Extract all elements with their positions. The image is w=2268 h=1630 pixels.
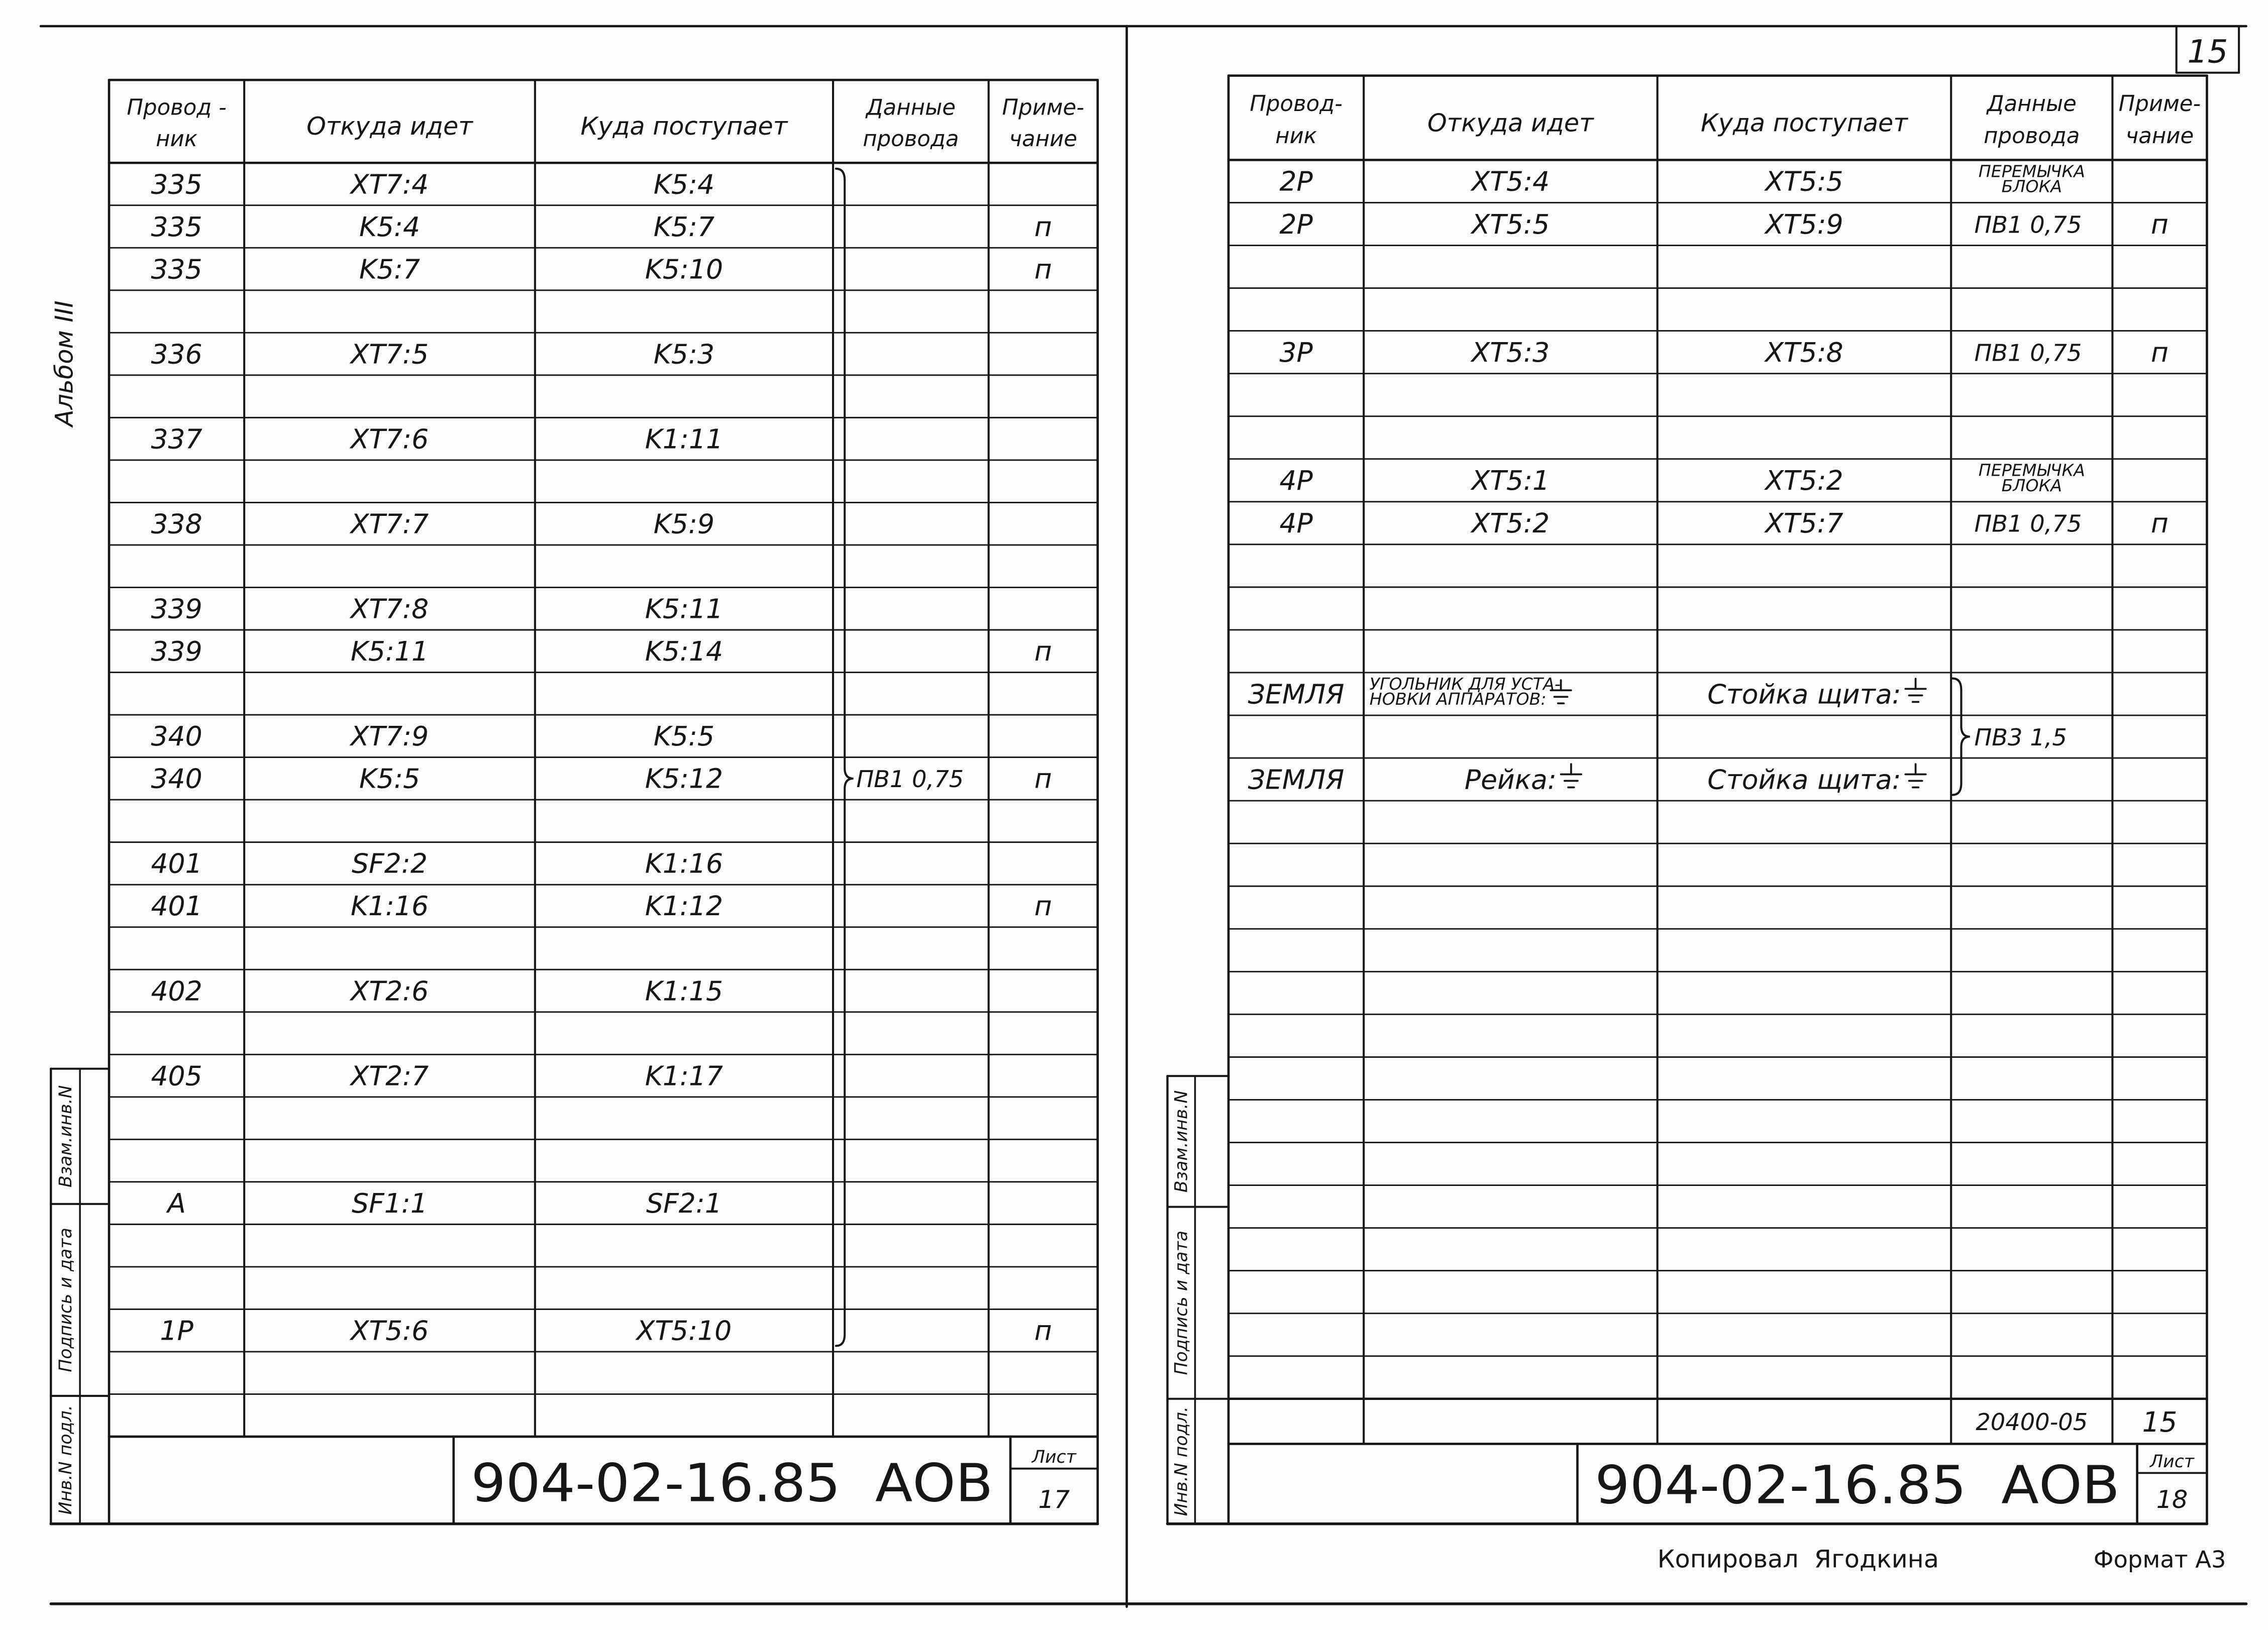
to-terminal-cell: K5:11 (645, 593, 724, 625)
wire-spec-cell: ПВ1 0,75 (1974, 339, 2082, 367)
header-wire: ник (156, 127, 197, 152)
title-block (1578, 1444, 2207, 1524)
note-cell: п (1034, 890, 1052, 922)
header-from: Откуда идет (306, 112, 473, 141)
sheet-label: Лист (1032, 1447, 1076, 1468)
note-cell: п (2150, 336, 2169, 368)
to-terminal-cell: XT5:10 (636, 1315, 732, 1347)
stamp-label: Подпись и дата (55, 1228, 76, 1372)
wire-number-cell: 405 (151, 1060, 202, 1092)
table-header (127, 95, 1084, 152)
from-terminal-cell: XT7:8 (350, 593, 429, 625)
drawing-code: 904-02-16.85 АОВ (471, 1452, 993, 1514)
to-terminal-cell: K5:14 (645, 635, 724, 668)
wire-number-cell: 340 (151, 763, 202, 795)
to-terminal-cell: K5:10 (645, 253, 724, 285)
header-wire: ник (1275, 123, 1317, 149)
wire-spec-cell: ПВ3 1,5 (1974, 723, 2067, 751)
table-grid (51, 80, 1097, 1524)
wire-number-cell: 2P (1279, 208, 1313, 240)
from-terminal-cell: НОВКИ АППАРАТОВ: (1369, 689, 1547, 709)
from-terminal-cell: K5:4 (359, 210, 421, 243)
note-cell: п (1034, 253, 1052, 285)
from-terminal-cell: XT7:7 (350, 508, 429, 540)
stamp-label: Инв.N подл. (1171, 1406, 1192, 1516)
header-note: Приме- (2118, 91, 2201, 117)
to-terminal-cell: K5:3 (653, 338, 715, 370)
from-terminal-cell: XT5:2 (1471, 507, 1550, 539)
note-cell: п (2150, 507, 2169, 539)
from-terminal-cell: XT5:4 (1471, 165, 1550, 197)
note-cell: п (1034, 210, 1052, 243)
header-note: чание (2125, 123, 2194, 149)
wire-spec-cell: ПВ1 0,75 (1974, 510, 2082, 537)
wire-number-cell: 337 (151, 423, 202, 455)
stamp-strip (1168, 1076, 1229, 1524)
sheet-format-note: Формат А3 (2093, 1546, 2226, 1573)
header-wire: Провод- (1250, 91, 1343, 117)
to-terminal-cell: XT5:2 (1765, 465, 1843, 497)
note-cell: п (1034, 1315, 1052, 1347)
wire-spec-cell: ПЕРЕМЫЧКА (1978, 460, 2085, 480)
from-terminal-cell: K5:7 (359, 253, 421, 285)
footer-page-number: 15 (2142, 1405, 2178, 1438)
from-terminal-cell: УГОЛЬНИК ДЛЯ УСТА- (1369, 674, 1561, 694)
to-terminal-cell: K5:4 (653, 168, 715, 200)
wire-spec-cell: ПВ1 0,75 (856, 766, 964, 793)
from-terminal-cell: XT7:6 (350, 423, 429, 455)
wire-number-cell: ЗЕМЛЯ (1248, 678, 1345, 710)
stamp-label: Взам.инв.N (1171, 1090, 1192, 1193)
from-terminal-cell: XT7:9 (350, 720, 429, 752)
from-terminal-cell: XT5:5 (1471, 208, 1550, 240)
wire-number-cell: 339 (151, 593, 202, 625)
from-terminal-cell: XT5:1 (1471, 465, 1550, 497)
bottom-notes (1658, 1545, 2226, 1574)
ground-symbol-icon (1905, 764, 1926, 787)
wire-number-cell: 401 (151, 890, 202, 922)
sheet-number: 17 (1038, 1484, 1070, 1514)
from-terminal-cell: K1:16 (350, 890, 429, 922)
wire-group-brace (1952, 679, 1970, 795)
wire-spec-cell: ПЕРЕМЫЧКА (1978, 161, 2085, 181)
to-terminal-cell: SF2:1 (646, 1187, 722, 1219)
from-terminal-cell: XT2:6 (350, 975, 429, 1007)
wire-number-cell: 340 (151, 720, 202, 752)
header-wire: Провод - (127, 95, 227, 121)
header-note: Приме- (1002, 95, 1084, 121)
wire-number-cell: 335 (151, 253, 202, 285)
from-terminal-cell: K5:11 (350, 635, 429, 668)
from-terminal-cell: XT5:3 (1471, 336, 1550, 368)
document-number-cell: 20400-05 (1976, 1408, 2088, 1436)
wire-number-cell: 339 (151, 635, 202, 668)
from-terminal-cell: XT7:5 (350, 338, 429, 370)
album-label: Альбом III (49, 300, 79, 427)
wire-spec-cell: БЛОКА (2001, 475, 2062, 495)
to-terminal-cell: XT5:9 (1765, 208, 1843, 240)
to-terminal-cell: K1:16 (645, 847, 724, 880)
wire-number-cell: 338 (151, 508, 202, 540)
to-terminal-cell: K1:11 (645, 423, 724, 455)
wire-number-cell: 336 (151, 338, 202, 370)
stamp-strip (51, 1069, 109, 1524)
header-wire-data: Данные (1987, 91, 2077, 117)
note-cell: п (2150, 208, 2169, 240)
from-terminal-cell: XT7:4 (350, 168, 429, 200)
wire-number-cell: 1P (160, 1315, 193, 1347)
header-to: Куда поступает (1700, 108, 1908, 138)
from-terminal-cell: SF1:1 (352, 1187, 428, 1219)
header-wire-data: провода (1984, 123, 2080, 149)
to-terminal-cell: XT5:7 (1765, 507, 1843, 539)
sheet-label: Лист (2150, 1451, 2195, 1472)
to-terminal-cell: K1:17 (645, 1060, 724, 1092)
table-header (1250, 91, 2201, 149)
from-terminal-cell: K5:5 (359, 763, 421, 795)
to-terminal-cell: K5:9 (653, 508, 715, 540)
from-terminal-cell: XT5:6 (350, 1315, 429, 1347)
wire-number-cell: ЗЕМЛЯ (1248, 764, 1345, 796)
left-page (51, 80, 1097, 1524)
note-cell: п (1034, 763, 1052, 795)
header-to: Куда поступает (580, 112, 788, 141)
to-terminal-cell: Стойка щита: (1707, 764, 1901, 796)
to-terminal-cell: K1:15 (645, 975, 724, 1007)
wire-number-cell: 3P (1279, 336, 1313, 368)
right-page (1168, 76, 2207, 1524)
wire-number-cell: 2P (1279, 165, 1313, 197)
title-block (454, 1437, 1098, 1524)
table-grid (1168, 76, 2207, 1524)
stamp-label: Подпись и дата (1171, 1230, 1192, 1375)
to-terminal-cell: Стойка щита: (1707, 678, 1901, 710)
header-wire-data: провода (863, 127, 959, 152)
wire-spec-cell: БЛОКА (2001, 176, 2062, 196)
wire-number-cell: 335 (151, 210, 202, 243)
copied-by-note: Копировал Ягодкина (1657, 1544, 1939, 1574)
to-terminal-cell: K5:5 (653, 720, 715, 752)
wire-number-cell: 4P (1279, 507, 1313, 539)
from-terminal-cell: Рейка: (1464, 764, 1557, 796)
ground-symbol-icon (1561, 764, 1582, 787)
header-from: Откуда идет (1427, 108, 1594, 138)
wire-number-cell: A (167, 1187, 186, 1219)
to-terminal-cell: K1:12 (645, 890, 724, 922)
note-cell: п (1034, 635, 1052, 668)
to-terminal-cell: XT5:8 (1765, 336, 1843, 368)
header-note: чание (1009, 127, 1077, 152)
wire-number-cell: 4P (1279, 465, 1313, 497)
wire-spec-cell: ПВ1 0,75 (1974, 211, 2082, 239)
ground-symbol-icon (1905, 679, 1926, 702)
sheet-number: 18 (2156, 1484, 2188, 1514)
corner-page-number: 15 (2187, 33, 2228, 71)
from-terminal-cell: XT2:7 (350, 1060, 429, 1092)
to-terminal-cell: K5:12 (645, 763, 724, 795)
wire-number-cell: 402 (151, 975, 202, 1007)
to-terminal-cell: K5:7 (653, 210, 715, 243)
wire-number-cell: 335 (151, 168, 202, 200)
stamp-label: Взам.инв.N (55, 1085, 76, 1188)
stamp-label: Инв.N подл. (55, 1405, 76, 1515)
to-terminal-cell: XT5:5 (1765, 165, 1843, 197)
from-terminal-cell: SF2:2 (352, 847, 428, 880)
drawing-code: 904-02-16.85 АОВ (1595, 1454, 2120, 1516)
table-body (1248, 161, 2178, 1438)
wire-number-cell: 401 (151, 847, 202, 880)
header-wire-data: Данные (866, 95, 956, 121)
